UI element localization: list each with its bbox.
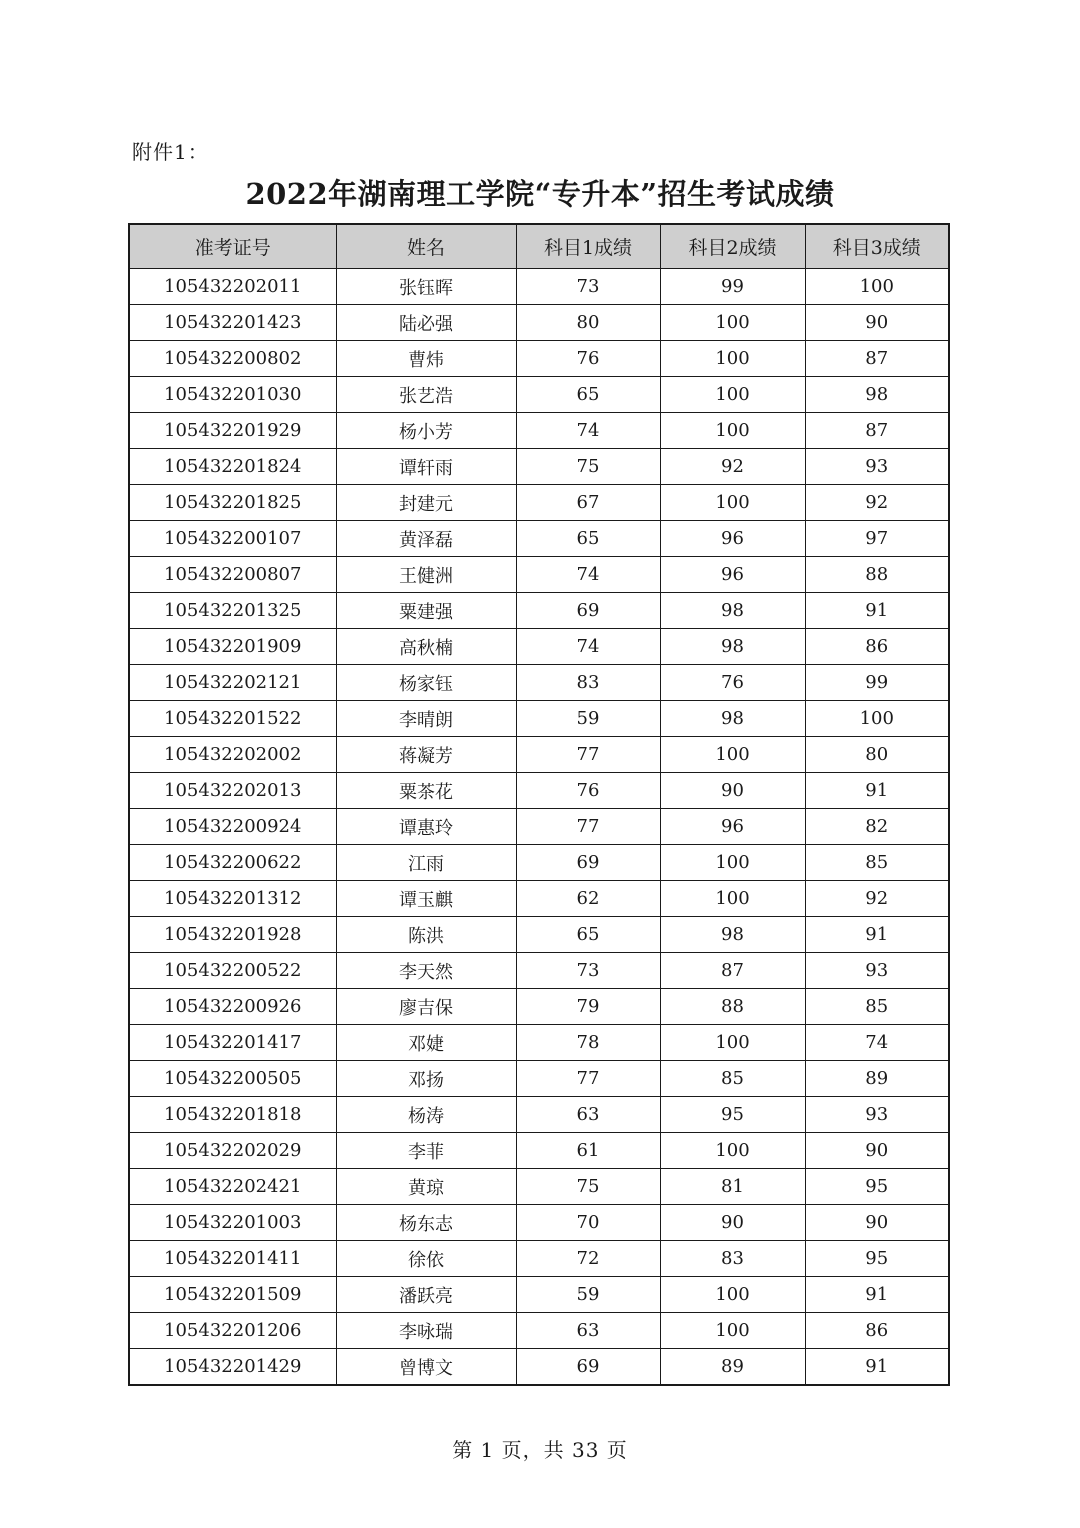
subject3-score-cell: 87: [805, 341, 949, 377]
subject2-score-cell: 98: [660, 917, 805, 953]
exam-id-cell: 105432201818: [129, 1097, 336, 1133]
subject2-score-cell: 98: [660, 593, 805, 629]
subject3-score-cell: 87: [805, 413, 949, 449]
header-subject3: 科目3成绩: [805, 224, 949, 269]
subject1-score-cell: 65: [516, 521, 660, 557]
name-cell: 黄琼: [336, 1169, 516, 1205]
exam-id-cell: 105432200505: [129, 1061, 336, 1097]
table-row: [129, 953, 949, 989]
table-row: [129, 1313, 949, 1349]
name-cell: 杨涛: [336, 1097, 516, 1133]
name-cell: 江雨: [336, 845, 516, 881]
subject3-score-cell: 93: [805, 1097, 949, 1133]
name-cell: 张钰晖: [336, 269, 516, 305]
exam-id-cell: 105432200107: [129, 521, 336, 557]
name-cell: 陆必强: [336, 305, 516, 341]
table-row: [129, 413, 949, 449]
name-cell: 曾博文: [336, 1349, 516, 1386]
subject1-score-cell: 70: [516, 1205, 660, 1241]
subject3-score-cell: 90: [805, 1133, 949, 1169]
table-body: [129, 269, 949, 1386]
subject3-score-cell: 90: [805, 305, 949, 341]
subject2-score-cell: 87: [660, 953, 805, 989]
subject1-score-cell: 65: [516, 377, 660, 413]
exam-id-cell: 105432201206: [129, 1313, 336, 1349]
exam-id-cell: 105432201417: [129, 1025, 336, 1061]
subject1-score-cell: 67: [516, 485, 660, 521]
subject1-score-cell: 74: [516, 413, 660, 449]
exam-id-cell: 105432200926: [129, 989, 336, 1025]
subject3-score-cell: 85: [805, 845, 949, 881]
subject3-score-cell: 93: [805, 449, 949, 485]
table-header-row: [129, 224, 949, 269]
name-cell: 李天然: [336, 953, 516, 989]
name-cell: 黄泽磊: [336, 521, 516, 557]
subject3-score-cell: 97: [805, 521, 949, 557]
name-cell: 邓扬: [336, 1061, 516, 1097]
table-row: [129, 1205, 949, 1241]
table-row: [129, 1133, 949, 1169]
exam-id-cell: 105432201909: [129, 629, 336, 665]
subject1-score-cell: 73: [516, 953, 660, 989]
exam-id-cell: 105432201003: [129, 1205, 336, 1241]
subject2-score-cell: 81: [660, 1169, 805, 1205]
subject3-score-cell: 95: [805, 1241, 949, 1277]
name-cell: 蒋凝芳: [336, 737, 516, 773]
subject1-score-cell: 69: [516, 593, 660, 629]
subject1-score-cell: 76: [516, 773, 660, 809]
exam-id-cell: 105432201312: [129, 881, 336, 917]
name-cell: 邓婕: [336, 1025, 516, 1061]
subject1-score-cell: 79: [516, 989, 660, 1025]
table-row: [129, 341, 949, 377]
subject3-score-cell: 91: [805, 773, 949, 809]
subject1-score-cell: 77: [516, 1061, 660, 1097]
subject3-score-cell: 100: [805, 269, 949, 305]
subject2-score-cell: 90: [660, 1205, 805, 1241]
subject3-score-cell: 93: [805, 953, 949, 989]
exam-id-cell: 105432201325: [129, 593, 336, 629]
table-row: [129, 629, 949, 665]
exam-id-cell: 105432201411: [129, 1241, 336, 1277]
subject2-score-cell: 98: [660, 629, 805, 665]
subject3-score-cell: 86: [805, 1313, 949, 1349]
name-cell: 廖吉保: [336, 989, 516, 1025]
subject3-score-cell: 82: [805, 809, 949, 845]
subject2-score-cell: 96: [660, 809, 805, 845]
name-cell: 谭玉麒: [336, 881, 516, 917]
exam-id-cell: 105432200522: [129, 953, 336, 989]
table-row: [129, 305, 949, 341]
exam-id-cell: 105432201928: [129, 917, 336, 953]
exam-id-cell: 105432200807: [129, 557, 336, 593]
name-cell: 李菲: [336, 1133, 516, 1169]
table-row: [129, 701, 949, 737]
table-row: [129, 449, 949, 485]
subject3-score-cell: 98: [805, 377, 949, 413]
subject1-score-cell: 69: [516, 1349, 660, 1386]
subject1-score-cell: 63: [516, 1313, 660, 1349]
exam-id-cell: 105432202121: [129, 665, 336, 701]
subject3-score-cell: 100: [805, 701, 949, 737]
table-row: [129, 1097, 949, 1133]
subject3-score-cell: 85: [805, 989, 949, 1025]
subject2-score-cell: 100: [660, 377, 805, 413]
exam-id-cell: 105432202011: [129, 269, 336, 305]
exam-id-cell: 105432201509: [129, 1277, 336, 1313]
table-row: [129, 1241, 949, 1277]
table-row: [129, 665, 949, 701]
subject3-score-cell: 92: [805, 881, 949, 917]
attachment-label: 附件1：: [132, 140, 209, 164]
subject2-score-cell: 76: [660, 665, 805, 701]
subject1-score-cell: 69: [516, 845, 660, 881]
exam-id-cell: 105432202421: [129, 1169, 336, 1205]
exam-id-cell: 105432201522: [129, 701, 336, 737]
table-row: [129, 881, 949, 917]
exam-id-cell: 105432201030: [129, 377, 336, 413]
table-row: [129, 269, 949, 305]
subject1-score-cell: 76: [516, 341, 660, 377]
name-cell: 粟建强: [336, 593, 516, 629]
exam-id-cell: 105432200622: [129, 845, 336, 881]
table-row: [129, 845, 949, 881]
table-row: [129, 1277, 949, 1313]
subject2-score-cell: 96: [660, 521, 805, 557]
name-cell: 谭惠玲: [336, 809, 516, 845]
exam-id-cell: 105432200802: [129, 341, 336, 377]
subject3-score-cell: 95: [805, 1169, 949, 1205]
table-row: [129, 521, 949, 557]
subject2-score-cell: 100: [660, 1313, 805, 1349]
scores-table: [128, 223, 950, 1386]
subject3-score-cell: 74: [805, 1025, 949, 1061]
name-cell: 杨家钰: [336, 665, 516, 701]
name-cell: 封建元: [336, 485, 516, 521]
subject1-score-cell: 59: [516, 701, 660, 737]
subject1-score-cell: 62: [516, 881, 660, 917]
subject2-score-cell: 100: [660, 737, 805, 773]
exam-id-cell: 105432202002: [129, 737, 336, 773]
table-row: [129, 989, 949, 1025]
table-row: [129, 1169, 949, 1205]
subject2-score-cell: 96: [660, 557, 805, 593]
subject3-score-cell: 90: [805, 1205, 949, 1241]
subject1-score-cell: 80: [516, 305, 660, 341]
subject3-score-cell: 88: [805, 557, 949, 593]
subject2-score-cell: 88: [660, 989, 805, 1025]
subject1-score-cell: 61: [516, 1133, 660, 1169]
subject2-score-cell: 100: [660, 1133, 805, 1169]
exam-id-cell: 105432201825: [129, 485, 336, 521]
header-name: 姓名: [336, 224, 516, 269]
exam-id-cell: 105432202029: [129, 1133, 336, 1169]
subject1-score-cell: 72: [516, 1241, 660, 1277]
subject2-score-cell: 85: [660, 1061, 805, 1097]
subject2-score-cell: 90: [660, 773, 805, 809]
table-row: [129, 809, 949, 845]
table-row: [129, 1349, 949, 1386]
exam-id-cell: 105432200924: [129, 809, 336, 845]
subject3-score-cell: 91: [805, 1277, 949, 1313]
subject1-score-cell: 65: [516, 917, 660, 953]
exam-id-cell: 105432202013: [129, 773, 336, 809]
subject3-score-cell: 89: [805, 1061, 949, 1097]
page-footer: 第 1 页，共 33 页: [452, 1438, 628, 1462]
table-row: [129, 1061, 949, 1097]
table-row: [129, 1025, 949, 1061]
subject1-score-cell: 77: [516, 809, 660, 845]
subject1-score-cell: 73: [516, 269, 660, 305]
name-cell: 杨东志: [336, 1205, 516, 1241]
header-exam-id: 准考证号: [129, 224, 336, 269]
table-row: [129, 557, 949, 593]
subject2-score-cell: 100: [660, 485, 805, 521]
exam-id-cell: 105432201423: [129, 305, 336, 341]
subject3-score-cell: 99: [805, 665, 949, 701]
subject2-score-cell: 100: [660, 845, 805, 881]
name-cell: 陈洪: [336, 917, 516, 953]
subject1-score-cell: 75: [516, 449, 660, 485]
subject1-score-cell: 75: [516, 1169, 660, 1205]
name-cell: 李晴朗: [336, 701, 516, 737]
subject2-score-cell: 95: [660, 1097, 805, 1133]
name-cell: 张艺浩: [336, 377, 516, 413]
subject2-score-cell: 100: [660, 881, 805, 917]
subject1-score-cell: 74: [516, 557, 660, 593]
subject2-score-cell: 100: [660, 1277, 805, 1313]
table-row: [129, 773, 949, 809]
subject1-score-cell: 78: [516, 1025, 660, 1061]
table-row: [129, 917, 949, 953]
name-cell: 粟茶花: [336, 773, 516, 809]
subject2-score-cell: 89: [660, 1349, 805, 1386]
subject3-score-cell: 91: [805, 593, 949, 629]
subject1-score-cell: 59: [516, 1277, 660, 1313]
name-cell: 高秋楠: [336, 629, 516, 665]
name-cell: 曹炜: [336, 341, 516, 377]
page-title: 2022年湖南理工学院“专升本”招生考试成绩: [245, 177, 835, 211]
subject2-score-cell: 100: [660, 413, 805, 449]
subject2-score-cell: 92: [660, 449, 805, 485]
name-cell: 杨小芳: [336, 413, 516, 449]
name-cell: 王健洲: [336, 557, 516, 593]
subject3-score-cell: 86: [805, 629, 949, 665]
subject2-score-cell: 98: [660, 701, 805, 737]
subject1-score-cell: 83: [516, 665, 660, 701]
subject3-score-cell: 91: [805, 917, 949, 953]
subject2-score-cell: 100: [660, 341, 805, 377]
subject2-score-cell: 100: [660, 305, 805, 341]
name-cell: 李咏瑞: [336, 1313, 516, 1349]
header-subject2: 科目2成绩: [660, 224, 805, 269]
subject1-score-cell: 77: [516, 737, 660, 773]
name-cell: 潘跃亮: [336, 1277, 516, 1313]
table-row: [129, 593, 949, 629]
subject3-score-cell: 91: [805, 1349, 949, 1386]
name-cell: 徐依: [336, 1241, 516, 1277]
subject1-score-cell: 63: [516, 1097, 660, 1133]
header-subject1: 科目1成绩: [516, 224, 660, 269]
table-row: [129, 485, 949, 521]
subject3-score-cell: 92: [805, 485, 949, 521]
subject1-score-cell: 74: [516, 629, 660, 665]
exam-id-cell: 105432201824: [129, 449, 336, 485]
subject2-score-cell: 99: [660, 269, 805, 305]
subject3-score-cell: 80: [805, 737, 949, 773]
exam-id-cell: 105432201429: [129, 1349, 336, 1386]
subject2-score-cell: 100: [660, 1025, 805, 1061]
table-row: [129, 737, 949, 773]
table-row: [129, 377, 949, 413]
exam-id-cell: 105432201929: [129, 413, 336, 449]
subject2-score-cell: 83: [660, 1241, 805, 1277]
name-cell: 谭轩雨: [336, 449, 516, 485]
